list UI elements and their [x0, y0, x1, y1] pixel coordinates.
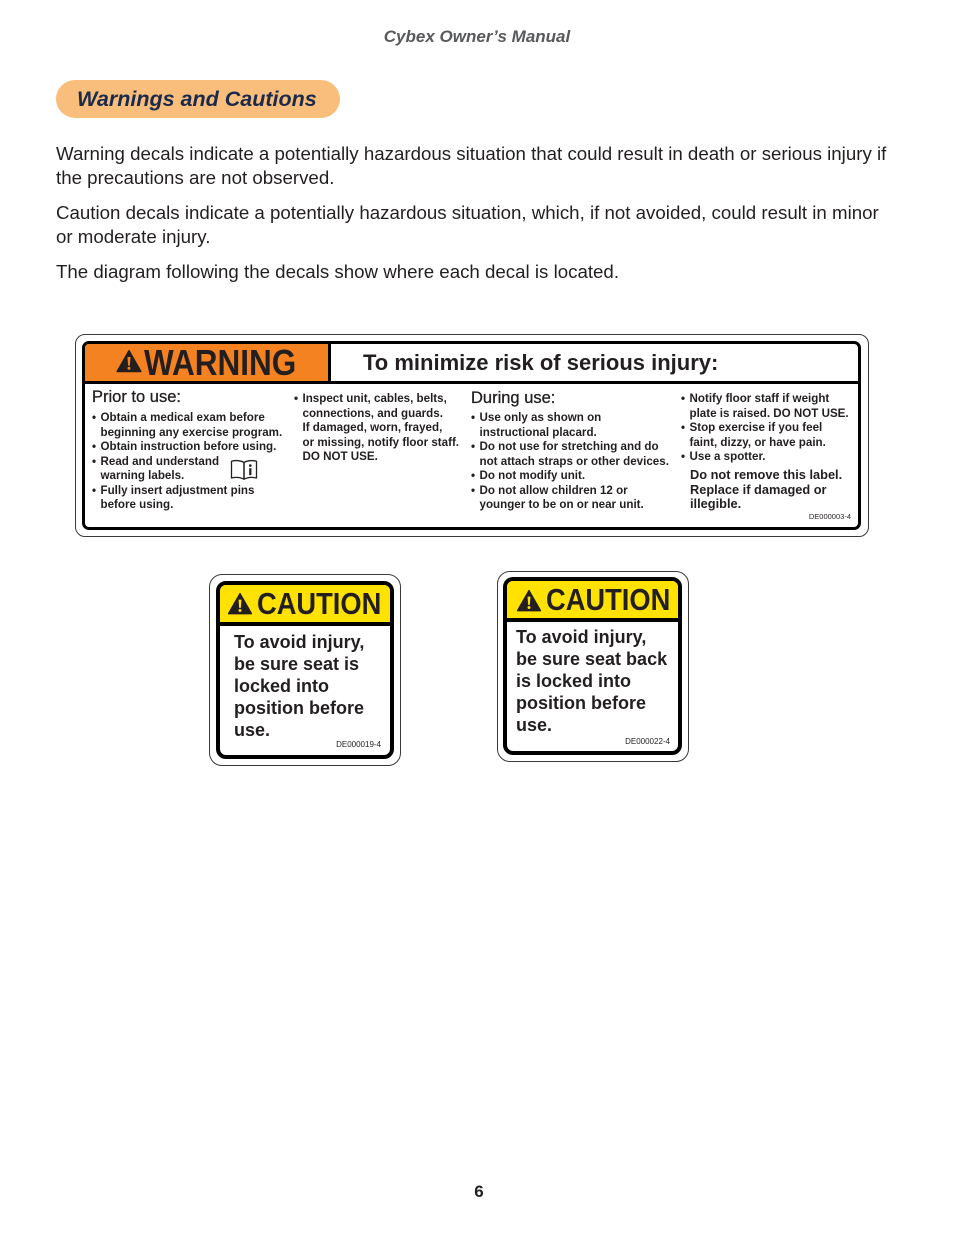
label-note: Do not remove this label. Replace if damaged or illegible.: [690, 467, 843, 511]
running-header: Cybex Owner’s Manual: [383, 27, 571, 46]
during-use-item: • Use a spotter.: [681, 450, 849, 465]
prior-to-use-item: • Inspect unit, cables, belts, connections, and guards. If damaged, worn, frayed, or missing, notify floor staff. DO NOT USE.: [294, 392, 459, 465]
read-manual-icon: [230, 458, 258, 481]
warning-decal: [75, 334, 869, 537]
during-use-item: • Do not use for stretching and do not attach straps or other devices.: [471, 440, 669, 469]
prior-to-use-item: • Obtain instruction before using.: [92, 440, 282, 455]
caution-header: [220, 585, 390, 626]
prior-to-use-list-continued: [294, 392, 459, 465]
prior-to-use-item: • Read and understand warning labels.: [92, 455, 282, 484]
caution-message: To avoid injury, be sure seat back is locked into position before use.: [516, 627, 668, 735]
safety-alert-icon: [516, 589, 542, 612]
caution-decal-frame: [503, 577, 682, 755]
during-use-item: • Stop exercise if you feel faint, dizzy, or have pain.: [681, 421, 849, 450]
prior-to-use-item: • Obtain a medical exam before beginning any exercise program.: [92, 411, 282, 440]
prior-to-use-heading: Prior to use:: [92, 388, 181, 406]
caution-decal-frame: [216, 581, 394, 759]
safety-alert-icon: [227, 592, 253, 615]
prior-to-use-item: • Fully insert adjustment pins before using.: [92, 484, 282, 513]
during-use-list: [471, 411, 669, 513]
caution-header: [507, 581, 678, 622]
during-use-heading: During use:: [471, 389, 556, 407]
decal-part-number: DE000003-4: [808, 512, 851, 521]
decal-part-number: DE000022-4: [625, 737, 670, 746]
warning-signal-panel: [85, 344, 331, 381]
decal-part-number: DE000019-4: [336, 740, 381, 749]
intro-paragraph: Caution decals indicate a potentially hazardous situation, which, if not avoided, could result in minor or moderate injury.: [56, 202, 879, 247]
during-use-item: • Do not allow children 12 or younger to be on or near unit.: [471, 484, 669, 513]
section-heading-pill: [56, 80, 340, 118]
during-use-list-continued: [681, 392, 849, 465]
warning-decal-frame: [82, 341, 861, 530]
intro-paragraph: The diagram following the decals show where each decal is located.: [56, 261, 620, 282]
intro-paragraph: Warning decals indicate a potentially hazardous situation that could result in death or serious injury if the precautions are not observed.: [56, 143, 887, 188]
during-use-item: • Do not modify unit.: [471, 469, 669, 484]
warning-signal-word: WARNING: [144, 342, 297, 383]
during-use-item: • Use only as shown on instructional placard.: [471, 411, 669, 440]
warning-header: [85, 344, 858, 384]
safety-alert-icon: [116, 349, 142, 373]
page-number: 6: [474, 1182, 484, 1201]
during-use-item: • Notify floor staff if weight plate is raised. DO NOT USE.: [681, 392, 849, 421]
section-title: Warnings and Cautions: [77, 87, 317, 111]
caution-signal-word: CAUTION: [257, 586, 382, 621]
warning-headline: To minimize risk of serious injury:: [363, 350, 719, 375]
caution-decal-seat: [209, 574, 401, 766]
caution-message: To avoid injury, be sure seat is locked into position before use.: [234, 632, 365, 740]
caution-signal-word: CAUTION: [546, 582, 671, 617]
intro-text: [56, 142, 894, 296]
caution-decal-seat-back: [497, 571, 689, 762]
